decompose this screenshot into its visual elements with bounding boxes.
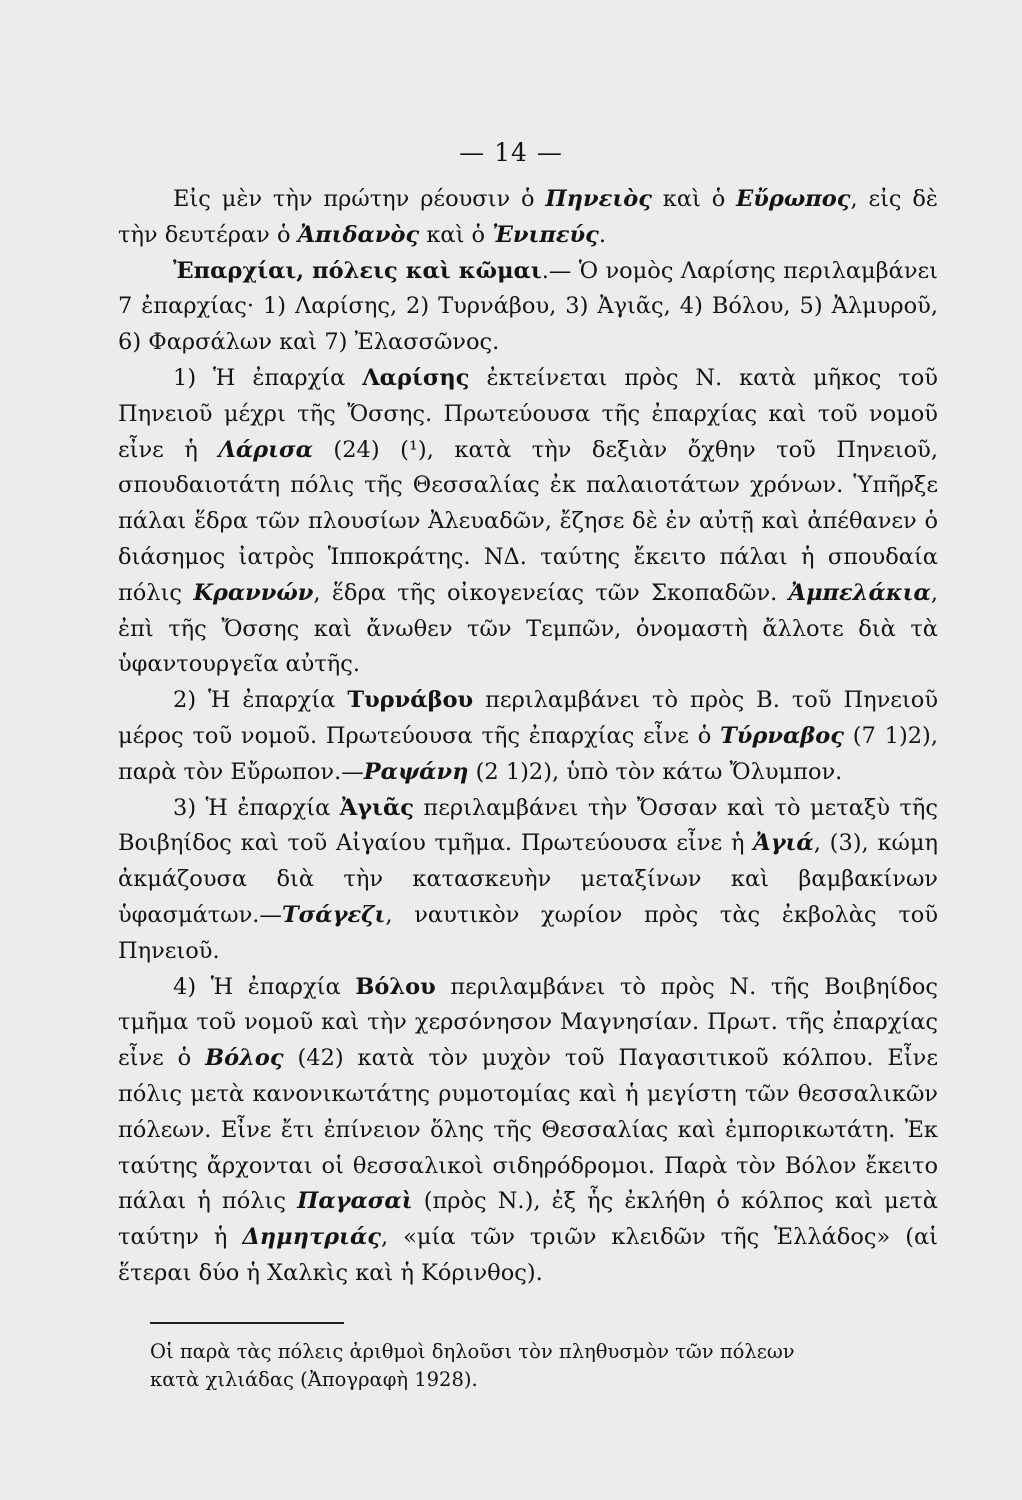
text-run: Εἰς μὲν τὴν πρώτην ρέουσιν ὁ bbox=[173, 186, 546, 212]
text-run: 4) Ἡ ἐπαρχία bbox=[173, 973, 356, 1000]
text-run: καὶ ὁ bbox=[651, 186, 737, 212]
footnote bbox=[150, 1338, 990, 1394]
emphasized-term: Τσάγεζι bbox=[281, 901, 386, 928]
emphasized-term: Βόλου bbox=[355, 973, 436, 1000]
text-run: καὶ ὁ bbox=[419, 221, 493, 248]
emphasized-term: Ἀμπελάκια bbox=[788, 579, 931, 606]
emphasized-term: Τύρναβος bbox=[720, 722, 844, 749]
emphasized-term: Λάρισα bbox=[218, 436, 313, 463]
text-run: , «μία τῶν τριῶν κλειδῶν τῆς Ἑλλάδος» (αἱ ἕτεραι δύο ἡ Χαλκὶς καὶ ἡ Κόρινθος). bbox=[118, 1224, 938, 1286]
text-run: (2 1)2), ὑπὸ τὸν κάτω Ὄλυμπον. bbox=[468, 758, 843, 785]
text-run: , ἕδρα τῆς οἰκογενείας τῶν Σκοπαδῶν. bbox=[313, 579, 789, 606]
text-run: (24) (¹), κατὰ τὴν δεξιὰν ὄχθην τοῦ Πηνειοῦ, σπουδαιοτάτη πόλις τῆς Θεσσαλίας ἐκ παλαιοτάτων χρόνων. Ὑπῆρξε πάλαι ἕδρα τῶν πλουσίων Ἀλευαδῶν, ἔζησε δὲ ἐν αὐτῇ καὶ ἀπέθανεν ὁ διάσημος ἰατρὸς Ἱπποκράτης. ΝΔ. ταύτης ἔκειτο πάλαι ἡ σπουδαία πόλις bbox=[118, 436, 938, 606]
emphasized-term: Ἐνιπεύς bbox=[492, 221, 599, 248]
paragraph-provinces bbox=[118, 254, 938, 361]
text-run: .— Ὁ νομὸς Λαρίσης περιλαμβάνει 7 ἐπαρχίας· 1) Λαρίσης, 2) Τυρνάβου, 3) Ἀγιᾶς, 4) Βόλου, 5) Ἀλμυροῦ, 6) Φαρσάλων καὶ 7) Ἐλασσῶνος. bbox=[118, 257, 938, 356]
text-run: (7 1)2), παρὰ τὸν Εὔρωπον.— bbox=[118, 722, 938, 785]
footnote-line: Οἱ παρὰ τὰς πόλεις ἀριθμοὶ δηλοῦσι τὸν πληθυσμὸν τῶν πόλεων bbox=[150, 1340, 795, 1363]
paragraph-larisa bbox=[118, 361, 938, 683]
text-run: (πρὸς Ν.), ἐξ ἧς ἐκλήθη ὁ κόλπος καὶ μετὰ ταύτην ἡ bbox=[118, 1188, 938, 1251]
text-run: ἐκτείνεται πρὸς Ν. κατὰ μῆκος τοῦ Πηνειοῦ μέχρι τῆς Ὄσσης. Πρωτεύουσα τῆς ἐπαρχίας καὶ τοῦ νομοῦ εἶνε ἡ bbox=[118, 364, 938, 463]
paragraph-volos bbox=[118, 970, 938, 1292]
paragraph-agia bbox=[118, 791, 938, 970]
text-run: 1) Ἡ ἐπαρχία bbox=[173, 364, 363, 391]
emphasized-term: Εὔρωπος bbox=[736, 186, 851, 212]
emphasized-term: Ραψάνη bbox=[363, 758, 469, 785]
text-run: περιλαμβάνει τὸ πρὸς Β. τοῦ Πηνειοῦ μέρος τοῦ νομοῦ. Πρωτεύουσα τῆς ἐπαρχίας εἶνε ὁ bbox=[118, 687, 939, 749]
emphasized-term: Ἀγιά bbox=[753, 830, 814, 857]
emphasized-term: Λαρίσης bbox=[362, 364, 470, 391]
text-run: (42) κατὰ τὸν μυχὸν τοῦ Παγασιτικοῦ κόλπου. Εἶνε πόλις μετὰ κανονικωτάτης ρυμοτομίας καὶ ἡ μεγίστη τῶν θεσσαλικῶν πόλεων. Εἶνε ἔτι ἐπίνειον ὅλης τῆς Θεσσαλίας καὶ ἐμπορικωτάτη. Ἐκ ταύτης ἄρχονται οἱ θεσσαλικοὶ σιδηρόδρομοι. Παρὰ τὸν Βόλον ἔκειτο πάλαι ἡ πόλις bbox=[118, 1045, 938, 1215]
text-run: περιλαμβάνει τὸ πρὸς Ν. τῆς Βοιβηίδος τμῆμα τοῦ νομοῦ καὶ τὴν χερσόνησον Μαγνησίαν. Πρωτ. τῆς ἐπαρχίας εἶνε ὁ bbox=[118, 973, 938, 1072]
emphasized-term: Κραννών bbox=[193, 579, 314, 606]
page-number: — 14 — bbox=[459, 138, 563, 167]
footnote-line: κατὰ χιλιάδας (Ἀπογραφὴ 1928). bbox=[150, 1368, 478, 1391]
text-run: , εἰς δὲ τὴν δευτέραν ὁ bbox=[118, 186, 939, 248]
emphasized-term: Παγασαὶ bbox=[297, 1188, 413, 1215]
text-run: , ἐπὶ τῆς Ὄσσης καὶ ἄνωθεν τῶν Τεμπῶν, ὀνομαστὴ ἄλλοτε διὰ τὰ ὑφαντουργεῖα αὐτῆς. bbox=[118, 579, 938, 678]
emphasized-term: Ἀπιδανὸς bbox=[297, 221, 420, 248]
footnote-divider bbox=[150, 1322, 344, 1324]
text-run: 2) Ἡ ἐπαρχία bbox=[173, 687, 348, 714]
emphasized-term: Ἐπαρχίαι, πόλεις καὶ κῶμαι bbox=[173, 257, 542, 284]
emphasized-term: Βόλος bbox=[205, 1045, 284, 1072]
emphasized-term: Δημητριάς bbox=[242, 1224, 381, 1251]
main-text bbox=[118, 182, 938, 1292]
emphasized-term: Πηνειὸς bbox=[545, 186, 652, 212]
paragraph-rivers bbox=[118, 182, 938, 254]
text-run: περιλαμβάνει τὴν Ὄσσαν καὶ τὸ μεταξὺ τῆς Βοιβηίδος καὶ τοῦ Αἰγαίου τμῆμα. Πρωτεύουσα εἶνε ἡ bbox=[118, 794, 938, 857]
text-run: 3) Ἡ ἐπαρχία bbox=[173, 794, 340, 821]
text-run: , (3), κώμη ἀκμάζουσα διὰ τὴν κατασκευὴν μεταξίνων καὶ βαμβακίνων ὑφασμάτων.— bbox=[118, 830, 938, 928]
emphasized-term: Ἀγιᾶς bbox=[339, 794, 414, 821]
text-run: , ναυτικὸν χωρίον πρὸς τὰς ἐκβολὰς τοῦ Πηνειοῦ. bbox=[118, 901, 938, 964]
text-run: . bbox=[598, 221, 607, 248]
emphasized-term: Τυρνάβου bbox=[347, 687, 474, 714]
paragraph-tyrnavos bbox=[118, 683, 938, 790]
